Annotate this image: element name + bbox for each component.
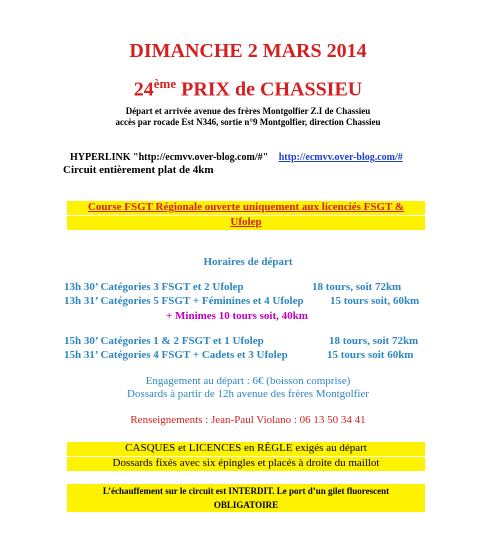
edition-number: 24 xyxy=(133,78,154,101)
circuit-description: Circuit entièrement plat de 4km xyxy=(63,164,214,176)
event-name: PRIX de CHASSIEU xyxy=(176,78,363,101)
schedule-row-label: 15h 30’ Catégories 1 & 2 FSGT et 1 Ufolep xyxy=(64,335,264,347)
edition-superscript: ème xyxy=(153,76,177,91)
bib-pickup: Dossards à partir de 12h avenue des frères Montgolfier xyxy=(127,388,369,400)
rules-line-2: Dossards fixés avec six épingles et placés à droite du maillot xyxy=(67,457,425,471)
schedule-row-label: 15h 31’ Catégories 4 FSGT + Cadets et 3 Ufolep xyxy=(64,349,288,361)
schedule-row-minimes: + Minimes 10 tours soit, 40km xyxy=(166,310,308,322)
date-title: DIMANCHE 2 MARS 2014 xyxy=(129,40,367,62)
schedule-row-distance: 18 tours, soit 72km xyxy=(312,281,402,293)
start-location: Départ et arrivée avenue des frères Montgolfier Z.I de Chassieu xyxy=(125,106,371,116)
schedule-heading: Horaires de départ xyxy=(203,256,293,268)
schedule-row-distance: 18 tours, soit 72km xyxy=(329,335,419,347)
warmup-line-2: OBLIGATOIRE xyxy=(67,498,425,512)
link-line xyxy=(70,152,403,163)
hyperlink-field-code: HYPERLINK "http://ecmvv.over-blog.com/#" xyxy=(70,152,269,163)
schedule-row-distance: 15 tours soit, 60km xyxy=(330,295,420,307)
race-type-line-2: Ufolep xyxy=(67,216,425,230)
event-title xyxy=(0,76,496,102)
race-type-line-1: Course FSGT Régionale ouverte uniquement aux licenciés FSGT & xyxy=(67,201,425,215)
schedule-row-label: 13h 30’ Catégories 3 FSGT et 2 Ufolep xyxy=(64,281,244,293)
schedule-row-distance: 15 tours soit 60km xyxy=(327,349,414,361)
access-directions: accès par rocade Est N346, sortie n°9 Montgolfier, direction Chassieu xyxy=(115,117,381,127)
warmup-line-1: L’échauffement sur le circuit est INTERDIT. Le port d’un gilet fluorescent xyxy=(67,484,425,498)
registration-fee: Engagement au départ : 6€ (boisson comprise) xyxy=(145,375,351,387)
contact-info: Renseignements : Jean-Paul Violano : 06 13 50 34 41 xyxy=(130,414,366,426)
schedule-row-label: 13h 31’ Catégories 5 FSGT + Féminines et 4 Ufolep xyxy=(64,295,304,307)
rules-line-1: CASQUES et LICENCES en RÈGLE exigés au départ xyxy=(67,442,425,456)
blog-link[interactable]: http://ecmvv.over-blog.com/# xyxy=(278,152,403,163)
